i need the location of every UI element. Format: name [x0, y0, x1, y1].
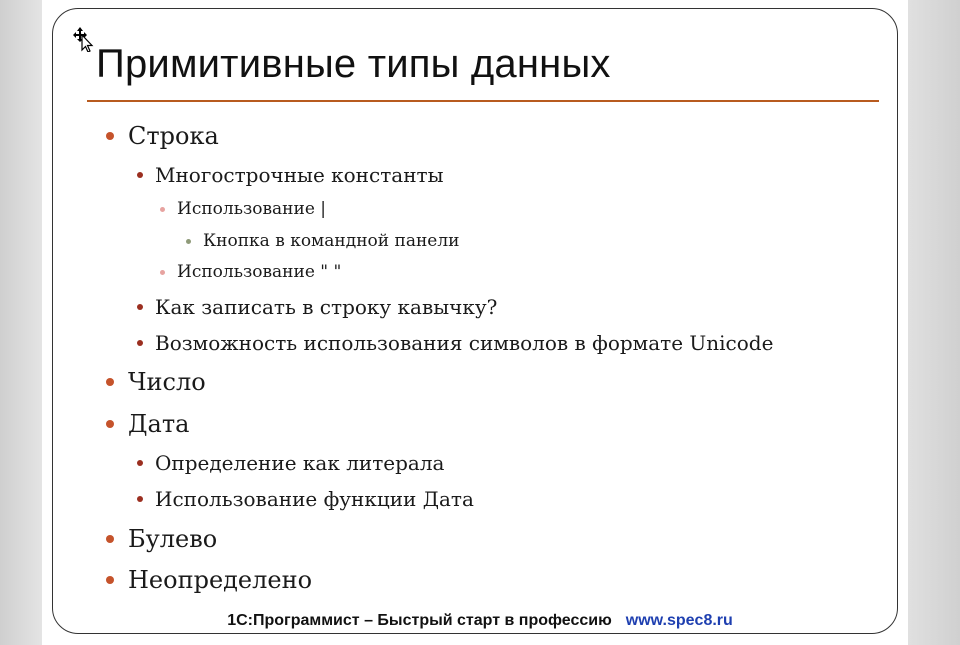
window-left-gutter [0, 0, 42, 645]
bullet-text: Как записать в строку кавычку? [155, 295, 498, 319]
bullet-text: Многострочные константы [155, 163, 444, 187]
title-underline [87, 100, 879, 102]
bullet-dot [137, 304, 143, 310]
bullet-dot [160, 270, 165, 275]
bullet-text: Определение как литерала [155, 451, 445, 475]
footer-site-link[interactable]: www.spec8.ru [625, 612, 733, 629]
bullet-neopredeleno [106, 566, 312, 594]
bullet-text: Строка [128, 122, 219, 150]
bullet-unicode [137, 331, 773, 355]
bullet-command-panel-button [186, 231, 460, 251]
bullet-literal-definition [137, 451, 444, 475]
bullet-usage-quotes [160, 262, 341, 282]
bullet-quote-in-string [137, 295, 497, 319]
bullet-stroka [106, 122, 219, 150]
bullet-text: Дата [128, 410, 190, 438]
bullet-dot [106, 378, 114, 386]
bullet-data [106, 410, 189, 438]
slide-footer [0, 612, 960, 630]
bullet-date-function [137, 487, 474, 511]
bullet-dot [137, 460, 143, 466]
window-right-gutter [908, 0, 960, 645]
footer-course-title: 1С:Программист – Быстрый старт в профессию [227, 612, 612, 629]
bullet-text: Использование | [177, 199, 327, 219]
bullet-dot [137, 496, 143, 502]
bullet-dot [137, 340, 143, 346]
bullet-text: Неопределено [128, 566, 313, 594]
bullet-text: Использование " " [177, 262, 342, 282]
bullet-text: Булево [128, 525, 218, 553]
bullet-multiline-constants [137, 163, 444, 187]
bullet-bulevo [106, 525, 217, 553]
bullet-text: Число [128, 368, 206, 396]
slide-title: Примитивные типы данных [96, 42, 611, 86]
bullet-dot [106, 420, 114, 428]
bullet-usage-pipe [160, 199, 326, 219]
bullet-dot [160, 207, 165, 212]
bullet-dot [106, 576, 114, 584]
bullet-text: Кнопка в командной панели [203, 231, 460, 251]
bullet-text: Использование функции Дата [155, 487, 474, 511]
bullet-text: Возможность использования символов в формате Unicode [155, 331, 774, 355]
bullet-chislo [106, 368, 206, 396]
bullet-dot [106, 535, 114, 543]
move-cursor-icon [73, 26, 95, 52]
bullet-dot [106, 132, 114, 140]
bullet-dot [137, 172, 143, 178]
bullet-dot [186, 239, 191, 244]
